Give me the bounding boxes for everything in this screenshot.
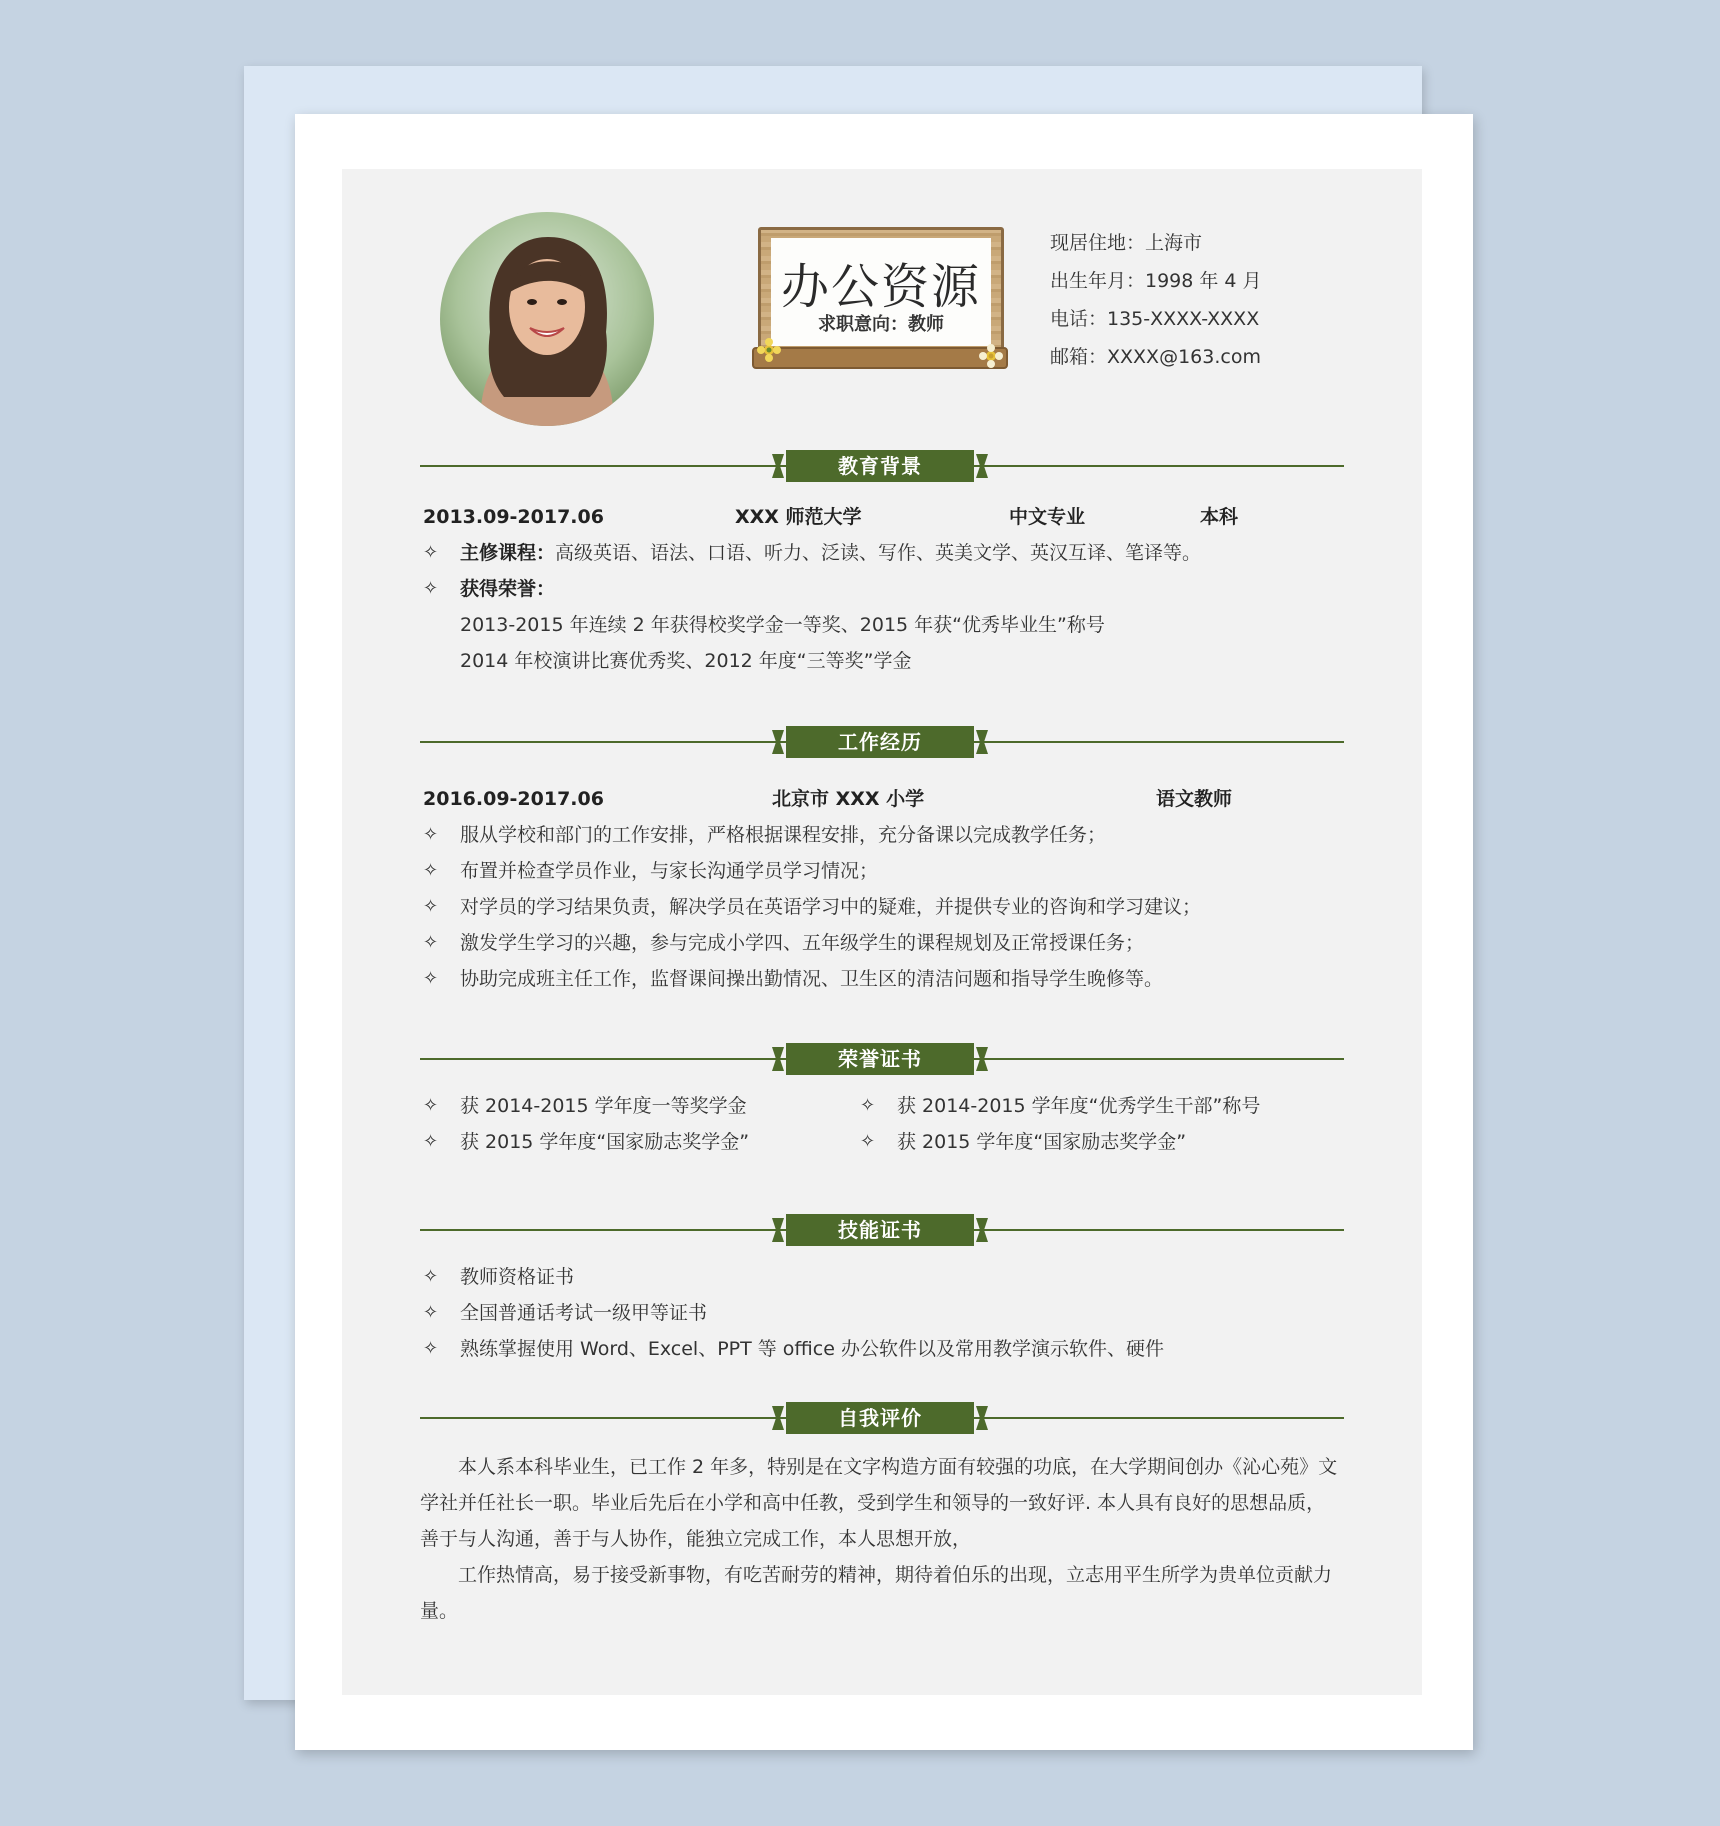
info-email: 邮箱：XXXX@163.com: [1050, 346, 1261, 368]
bullet-icon: ✧: [423, 1095, 439, 1116]
profile-photo: [440, 212, 654, 426]
award-item: 获 2015 学年度“国家励志奖学金”: [897, 1131, 1187, 1153]
bullet-icon: ✧: [423, 896, 439, 917]
bullet-icon: ✧: [423, 824, 439, 845]
section-title: 荣誉证书: [838, 1047, 922, 1071]
section-title: 技能证书: [838, 1218, 922, 1242]
self-eval-paragraph: 工作热情高，易于接受新事物，有吃苦耐劳的精神，期待着伯乐的出现，立志用平生所学为贵单位贡献力量。: [420, 1564, 1333, 1622]
work-item: 激发学生学习的兴趣，参与完成小学四、五年级学生的课程规划及正常授课任务；: [460, 932, 1145, 954]
award-item: 获 2014-2015 学年度“优秀学生干部”称号: [897, 1095, 1261, 1117]
resume-page: [295, 114, 1473, 1750]
courses-label: 主修课程：: [460, 542, 556, 564]
section-title: 自我评价: [838, 1406, 922, 1430]
info-birth: 出生年月：1998 年 4 月: [1050, 270, 1262, 292]
edu-degree: 本科: [1200, 506, 1239, 528]
section-title: 教育背景: [838, 454, 922, 478]
bullet-icon: ✧: [423, 1338, 439, 1359]
work-company: 北京市 XXX 小学: [772, 788, 925, 810]
work-item: 布置并检查学员作业，与家长沟通学员学习情况；: [460, 860, 879, 882]
section-header-self-eval: [420, 1400, 1344, 1436]
job-intent: 求职意向：教师: [818, 314, 944, 335]
skill-item: 全国普通话考试一级甲等证书: [460, 1302, 708, 1324]
honor-item: 2014 年校演讲比赛优秀奖、2012 年度“三等奖”学金: [460, 650, 912, 672]
signboard-plank: [752, 347, 1008, 369]
name-signboard: [758, 227, 1002, 379]
flower-icon: [978, 343, 1004, 369]
info-address: 现居住地：上海市: [1050, 232, 1203, 254]
section-title: 工作经历: [838, 730, 922, 754]
work-item: 服从学校和部门的工作安排，严格根据课程安排，充分备课以完成教学任务；: [460, 824, 1107, 846]
bullet-icon: ✧: [423, 1266, 439, 1287]
edu-courses: [460, 541, 1201, 565]
section-header-education: [420, 448, 1344, 484]
work-position: 语文教师: [1156, 788, 1233, 810]
bullet-icon: ✧: [423, 968, 439, 989]
edu-period: 2013.09-2017.06: [423, 506, 604, 528]
award-item: 获 2014-2015 学年度一等奖学金: [460, 1095, 747, 1117]
section-header-skills: [420, 1212, 1344, 1248]
section-header-awards: [420, 1041, 1344, 1077]
section-ribbon: [772, 1043, 988, 1075]
work-item: 对学员的学习结果负责，解决学员在英语学习中的疑难，并提供专业的咨询和学习建议；: [460, 896, 1202, 918]
bullet-icon: ✧: [423, 1131, 439, 1152]
resume-content: [342, 169, 1422, 1695]
edu-major: 中文专业: [1009, 506, 1086, 528]
edu-school: XXX 师范大学: [735, 506, 862, 528]
signboard-paper: [771, 238, 991, 346]
section-ribbon: [772, 1214, 988, 1246]
bullet-icon: ✧: [423, 932, 439, 953]
info-phone: 电话：135-XXXX-XXXX: [1050, 308, 1260, 330]
candidate-name: 办公资源: [780, 259, 981, 315]
bullet-icon: ✧: [423, 542, 439, 563]
skill-item: 教师资格证书: [460, 1266, 575, 1288]
bullet-icon: ✧: [860, 1095, 876, 1116]
section-ribbon: [772, 1402, 988, 1434]
work-item: 协助完成班主任工作，监督课间操出勤情况、卫生区的清洁问题和指导学生晚修等。: [460, 968, 1164, 990]
flower-icon: [756, 337, 782, 363]
contact-info: [1050, 224, 1262, 376]
section-ribbon: [772, 726, 988, 758]
section-ribbon: [772, 450, 988, 482]
honor-item: 2013-2015 年连续 2 年获得校奖学金一等奖、2015 年获“优秀毕业生”称号: [460, 614, 1105, 636]
bullet-icon: ✧: [423, 860, 439, 881]
honors-label: 获得荣誉：: [460, 578, 556, 600]
skill-item: 熟练掌握使用 Word、Excel、PPT 等 office 办公软件以及常用教学演示软件、硬件: [460, 1338, 1164, 1360]
work-period: 2016.09-2017.06: [423, 788, 604, 810]
courses-text: 高级英语、语法、口语、听力、泛读、写作、英美文学、英汉互译、笔译等。: [555, 542, 1202, 564]
self-eval-paragraph: 本人系本科毕业生，已工作 2 年多，特别是在文字构造方面有较强的功底，在大学期间创办《沁心苑》文学社并任社长一职。毕业后先后在小学和高中任教，受到学生和领导的一致好评. 本人具有良好的思想品质，善于与人沟通，善于与人协作，能独立完成工作，本人思想开放，: [420, 1456, 1338, 1550]
bullet-icon: ✧: [423, 1302, 439, 1323]
award-item: 获 2015 学年度“国家励志奖学金”: [460, 1131, 750, 1153]
section-header-work: [420, 724, 1344, 760]
signboard-frame: [758, 227, 1004, 357]
bullet-icon: ✧: [860, 1131, 876, 1152]
bullet-icon: ✧: [423, 578, 439, 599]
